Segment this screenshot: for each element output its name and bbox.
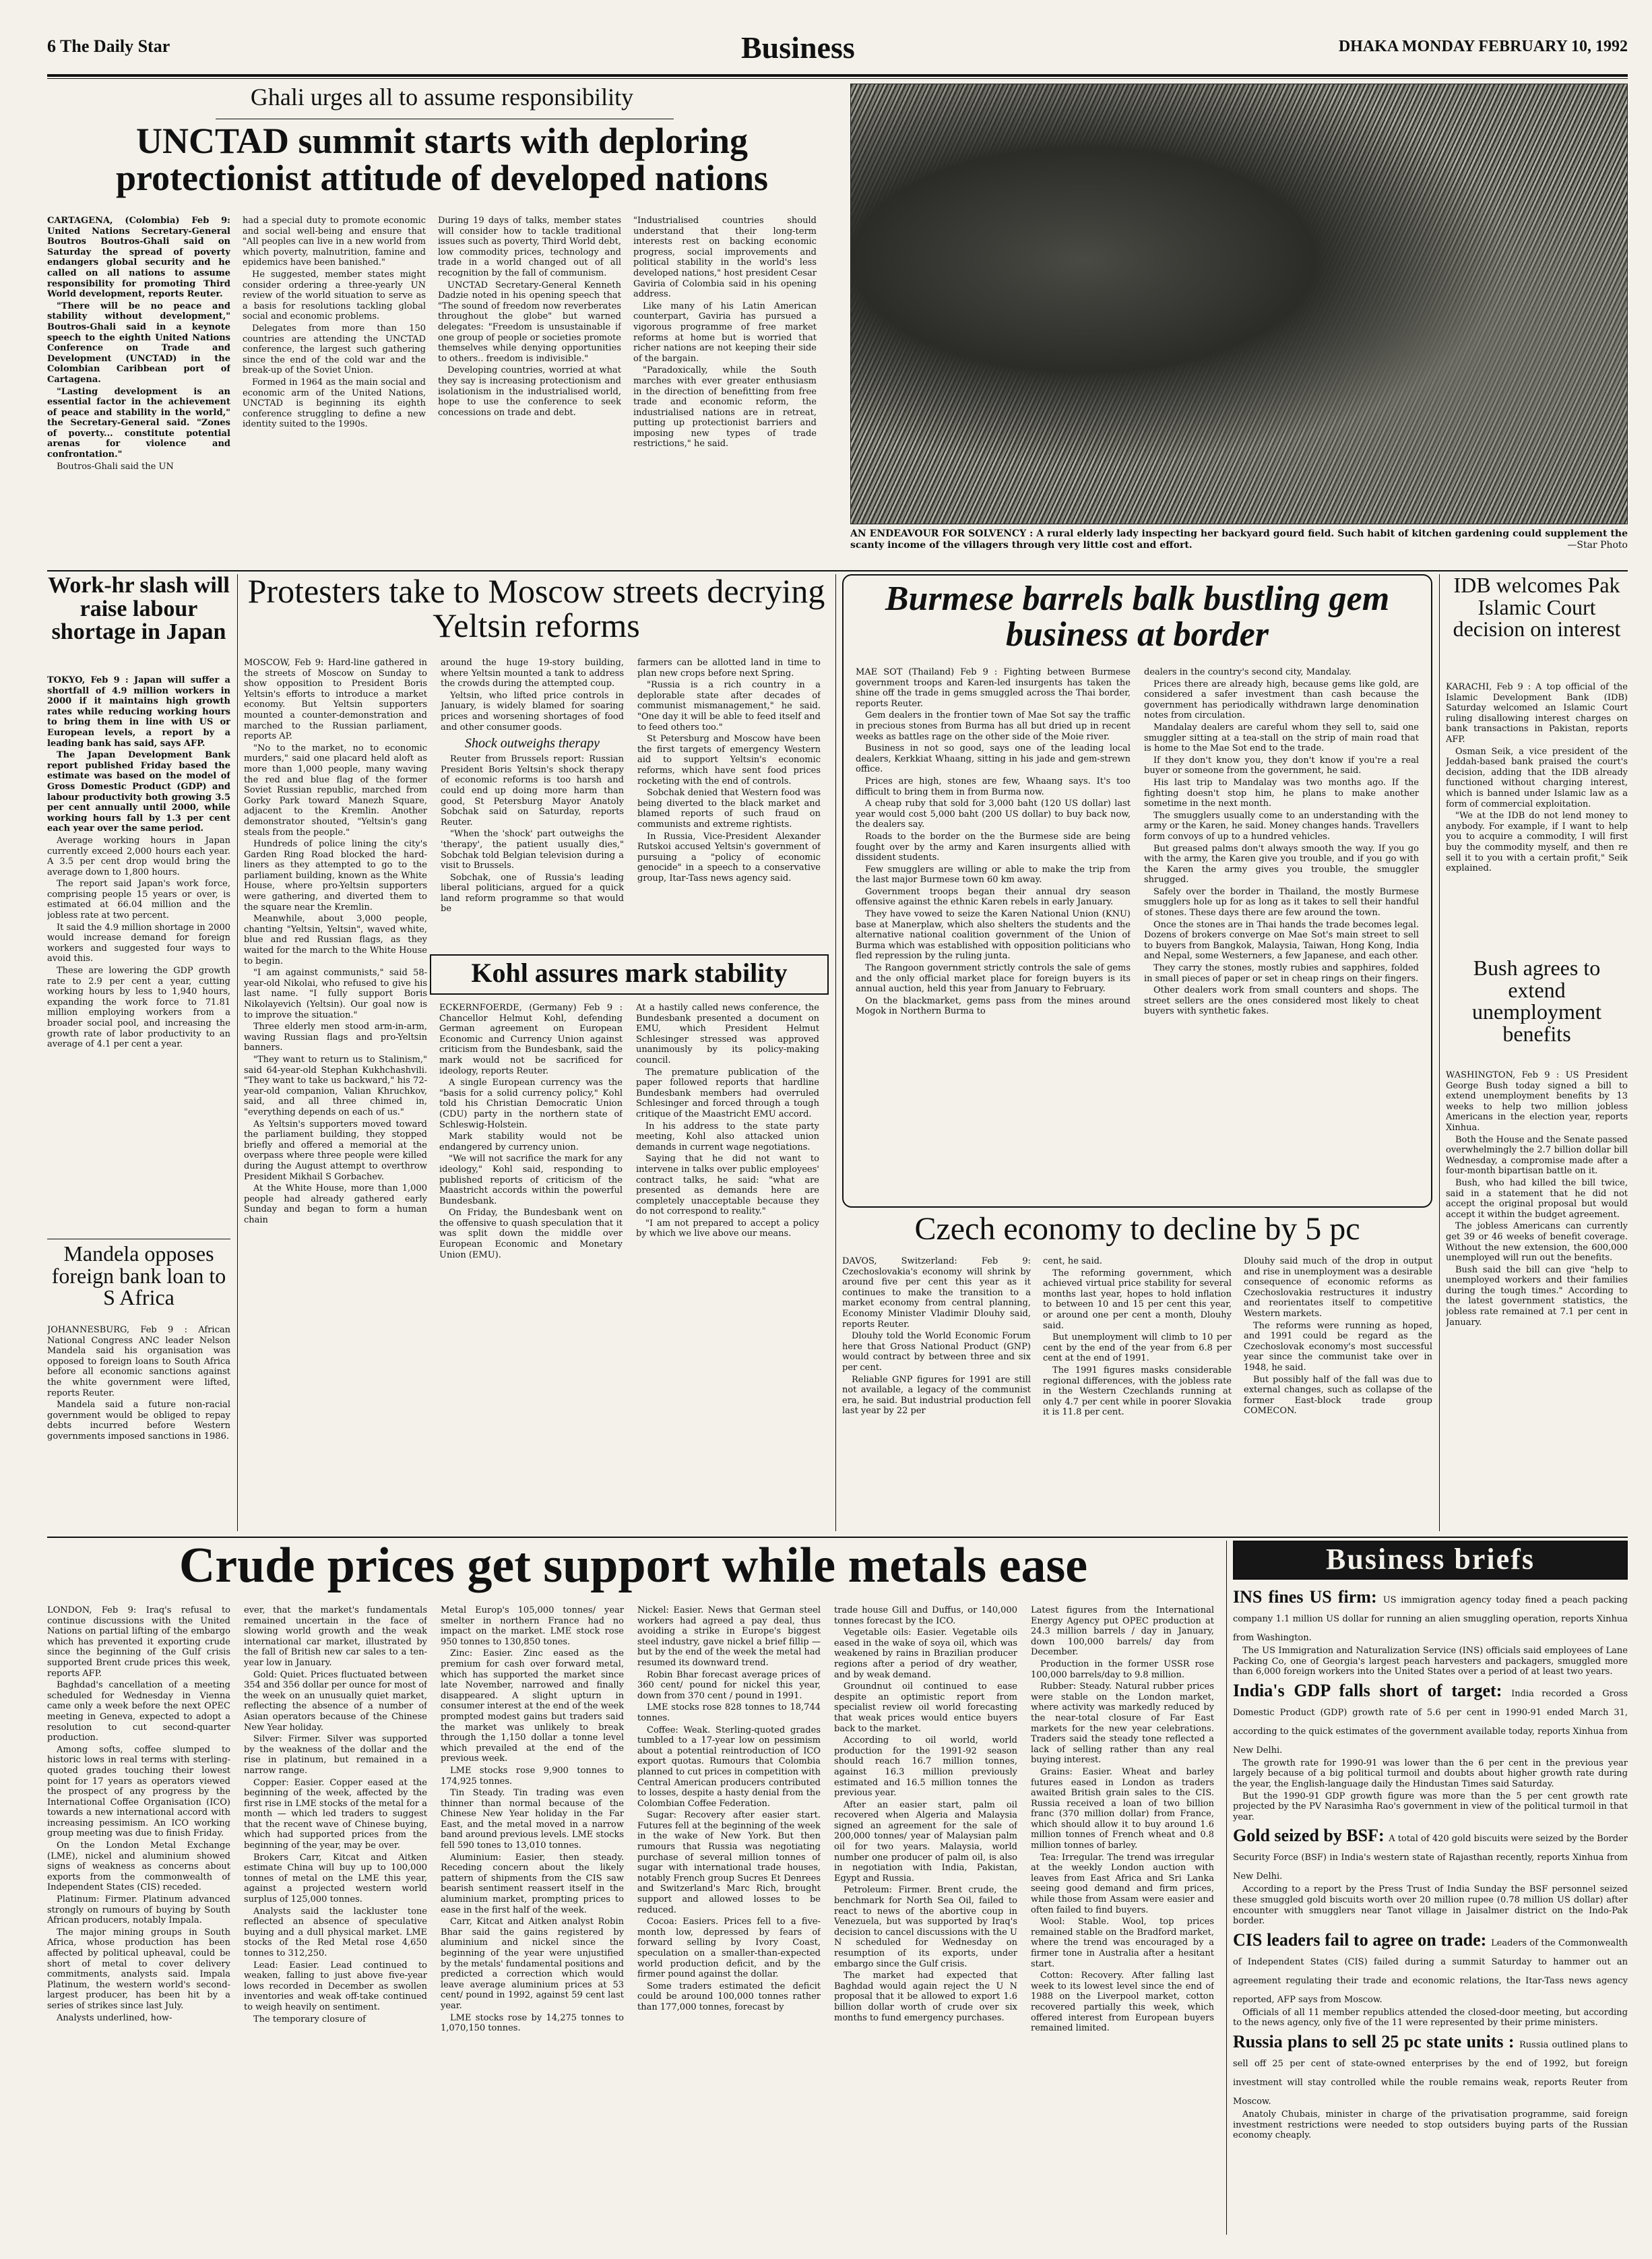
paragraph: Carr, Kitcat and Aitken analyst Robin Bhar said the gains registered by aluminium and nickel since the beginning of the year were unjustified by the metals' fundamental positions and predicted a correction which would leave average aluminium prices at 53 cent/ pound in 1992, against 59 cent last year. (441, 1917, 624, 2011)
unctad-kicker: Ghali urges all to assume responsibility (250, 84, 634, 111)
paragraph: Both the House and the Senate passed overwhelmingly the 2.7 billion dollar bill Wednesday, a compromise made after a four-month bipartisan battle on it. (1446, 1134, 1628, 1177)
paragraph: Tea: Irregular. The trend was irregular at the weekly London auction with leaves from East Africa and Sri Lanka seeing good demand and firm prices, while those from Assam were easier and often failed to find buyers. (1031, 1852, 1214, 1915)
brief-item (1233, 1681, 1628, 1823)
paragraph: "No to the market, no to economic murders," said one placard held aloft as more than 1,000 people, many waving the red and blue flag of the former Soviet Russian republic, marched from Gorky Park toward Manezh Square, adjacent to the Kremlin. Another demonstrator shouted, "Yeltsin's gang steals from the people." (244, 743, 427, 838)
burmese-headline: Burmese barrels balk bustling gem business at border (885, 580, 1390, 654)
paragraph: Aluminium: Easier, then steady. Receding concern about the likely pattern of shipments from the CIS saw bearish sentiment reassert itself in the aluminium market, prompting prices to ease in the first half of the week. (441, 1852, 624, 1915)
unctad-headline: UNCTAD summit starts with deploring protectionist attitude of developed nations (116, 121, 768, 199)
protest-col-3 (637, 658, 821, 954)
paragraph: The major mining groups in South Africa, whose production has been affected by political upheaval, could be short of metal to cover delivery commitments, analysts said. Impala Platinum, the western world's second-largest producer, has been hit by a series of strikes since last July. (47, 1927, 230, 2011)
paragraph: A cheap ruby that sold for 3,000 baht (120 US dollar) last year would cost 5,000 baht (200 US dollar) to buy back now, the dealers say. (856, 799, 1131, 830)
protest-col-1 (244, 658, 427, 1527)
protest-subhead: Shock outweighs therapy (465, 736, 600, 751)
crude-col-2 (244, 1605, 427, 2232)
brief-item (1233, 1826, 1628, 1926)
business-briefs (1233, 1541, 1628, 2235)
czech-col-2 (1043, 1256, 1232, 1528)
idb-article (1446, 574, 1628, 952)
paragraph: "We will not sacrifice the mark for any ideology," Kohl said, responding to published reports of criticism of the Maastricht accords within the powerful Bundesbank. (439, 1154, 623, 1206)
paragraph: Tin Steady. Tin trading was even thinner than normal because of the Chinese New Year holiday in the Far East, and the metal moved in a narrow band around previous levels. LME stocks fell 590 tones to 13,010 tonnes. (441, 1788, 624, 1851)
bush-body (1446, 1070, 1628, 1528)
paragraph: Grains: Easier. Wheat and barley futures eased in London as traders awaited British grain sales to the CIS. Russia received a loan of two billion franc (370 million dollar) from France, which should allow it to buy around 1.6 million tonnes of French wheat and 0.8 million tonnes of barley. (1031, 1766, 1214, 1851)
paragraph: Prices there are already high, because gems like gold, are considered a safer investment than cash because the government has periodically withdrawn large denomination notes from circulation. (1144, 679, 1419, 721)
paragraph: It said the 4.9 million shortage in 2000 would increase demand for foreign workers and suggested four ways to avoid this. (47, 922, 230, 964)
paragraph: But possibly half of the fall was due to external changes, such as collapse of the former East-block trade group COMECON. (1244, 1374, 1432, 1417)
paragraph: On the London Metal Exchange (LME), nickel and aluminium showed signs of weakness as concerns about exports from the commonwealth of Independent States (CIS) receded. (47, 1840, 230, 1893)
paragraph: Officials of all 11 member republics attended the closed-door meeting, but according to the news agency, only five of the 11 were represented by their prime ministers. (1233, 2007, 1628, 2029)
kohl-col-1 (439, 1003, 623, 1528)
paragraph: "I am against communists," said 58-year-old Nikolai, who refused to give his last name. "I fully support Boris Nikolayevich (Yeltsin). Our goal now is to improve the situation." (244, 968, 427, 1020)
paragraph: These are lowering the GDP growth rate to 2.9 per cent a year, cutting working hours by less to 1,940 hours, expanding the work force to 71.81 million employing workers from a broader social pool, and increasing the growth rate of labor productivity to an average of 4.1 per cent a year. (47, 966, 230, 1050)
paragraph: The market had expected that Baghdad would again reject the U N proposal that it be allowed to export 1.6 billion dollar worth of crude over six months to fund emergency purchases. (834, 1971, 1017, 2023)
brief-item (1233, 1588, 1628, 1677)
protest-col-2 (441, 658, 624, 954)
brief-item (1233, 1931, 1628, 2029)
paragraph: DAVOS, Switzerland: Feb 9: Czechoslovakia's economy will shrink by around five per cent this year as it continues to make the transition to a market economy from central planning, Economy Minister Vladimir Dlouhy said, reports Reuter. (842, 1256, 1031, 1330)
paragraph: But greased palms don't always smooth the way. If you go with the army, the Karen give you trouble, and if you go with the Karen the army gives you trouble, the smuggler shrugged. (1144, 843, 1419, 886)
paragraph: But the 1990-91 GDP growth figure was more than the 5 per cent growth rate projected by the PV Narasimha Rao's government in view of the political turmoil in that year. (1233, 1791, 1628, 1822)
paragraph: Mark stability would not be endangered by currency union. (439, 1132, 623, 1152)
paragraph: Bush, who had killed the bill twice, said in a statement that he did not accept the original proposal but would accept it within the budget agreement. (1446, 1177, 1628, 1220)
paragraph: Business in not so good, says one of the leading local dealers, Kerkkiat Whaang, sitting in his jade and gem-strewn office. (856, 743, 1131, 775)
paragraph: In Russia, Vice-President Alexander Rutskoi accused Yeltsin's government of pursuing a "policy of economic genocide" in a speech to a conservative group, Itar-Tass news agency said. (637, 831, 821, 884)
paragraph: Saying that he did not want to intervene in talks over public employees' contract talks, he said: "what are presented as demands here are completely unacceptable because they do not correspond to reality." (636, 1154, 819, 1217)
photo-caption (850, 528, 1628, 562)
paragraph: Coffee: Weak. Sterling-quoted grades tumbled to a 17-year low on pessimism about a potential reintroduction of ICO export quotas. Rumours that Colombia planned to cut prices in competition with Central American producers contributed to losses, despite a hasty denial from the Colombian Coffee Federation. (637, 1725, 821, 1809)
paragraph: At the White House, more than 1,000 people had already gathered early Sunday and began to form a human chain (244, 1183, 427, 1225)
paragraph: If they don't know you, they don't know if you're a real buyer or someone from the government, he said. (1144, 755, 1419, 776)
paragraph: Lead: Easier. Lead continued to weaken, falling to just above five-year lows recorded in December as swollen inventories and weak off-take continued to weigh heavily on sentiment. (244, 1960, 427, 2012)
brief-lead: Leaders of the Commonwealth of Independent States (CIS) failed during a summit Saturday to hammer out an agreement regulating their trade and economic relations, the Itar-Tass news agency reported, AFP says from Moscow. (1233, 1938, 1628, 2005)
paragraph: The smugglers usually come to an understanding with the army or the Karen, he said. Money changes hands. Travellers form convoys of up to a hundred vehicles. (1144, 810, 1419, 842)
gourd-field-photo (850, 84, 1628, 524)
paragraph: Cotton: Recovery. After falling last week to its lowest level since the end of 1988 on the Liverpool market, cotton recovered partially this week, which offered interest from European buyers remained limited. (1031, 1971, 1214, 2034)
crude-col-3 (441, 1605, 624, 2232)
paragraph: Groundnut oil continued to ease despite an optimistic report from specialist review oil world forecasting that weak prices would entice buyers back to the market. (834, 1681, 1017, 1734)
protest-headline: Protesters take to Moscow streets decrying Yeltsin reforms (247, 572, 825, 644)
mandela-article (47, 1243, 230, 1533)
crude-headline: Crude prices get support while metals ease (179, 1538, 1088, 1593)
paragraph: Bush said the bill can give "help to unemployed workers and their families during the tough times." According to the latest government statistics, the jobless rate remained at 7.1 per cent in January. (1446, 1264, 1628, 1328)
photo-credit: —Star Photo (1567, 540, 1628, 551)
caption-text: AN ENDEAVOUR FOR SOLVENCY : A rural elderly lady inspecting her backyard gourd field. Such habit of kitchen gardening could supplement the scanty income of the villagers through very little cost and effort. (850, 528, 1628, 551)
unctad-col-1 (47, 216, 230, 565)
paragraph: Among softs, coffee slumped to historic lows in real terms with sterling-quoted grades touching their lowest point for 17 years as operators viewed the prospect of any progress by the International Coffee Organisation (ICO) towards a new international accord with increasing pessimism. An ICO working group meeting was due to finish Friday. (47, 1744, 230, 1839)
paragraph: They have vowed to seize the Karen National Union (KNU) base at Manerplaw, which also shelters the students and the alternative national coalition government of the Union of Burma which was established with opposition politicians who fled repression by the ruling junta. (856, 909, 1131, 962)
paragraph: At a hastily called news conference, the Bundesbank presented a document on EMU, which President Helmut Schlesinger stressed was approved unanimously by its policy-making council. (636, 1003, 819, 1065)
paragraph: had a special duty to promote economic and social well-being and ensure that "All peoples can live in a new world from which poverty, malnutrition, famine and epidemics have been banished." (243, 216, 426, 268)
paragraph: MOSCOW, Feb 9: Hard-line gathered in the streets of Moscow on Sunday to show opposition to President Boris Yeltsin's efforts to introduce a market economy. But Yeltsin supporters mounted a counter-demonstration and marched to the Russian parliament, reports AP. (244, 658, 427, 742)
czech-col-1 (842, 1256, 1031, 1528)
workhr-body (47, 675, 230, 1239)
paragraph: Yeltsin, who lifted price controls in January, is widely blamed for soaring prices and worsening shortages of food and other consumer goods. (441, 690, 624, 733)
paragraph: In his address to the state party meeting, Kohl also attacked union demands in current wage negotiations. (636, 1121, 819, 1152)
paragraph: Latest figures from the International Energy Agency put OPEC production at 24.3 million barrels / day in January, down 100,000 barrels/ day from December. (1031, 1605, 1214, 1658)
paragraph: The report said Japan's work force, comprising people 15 years or over, is estimated at 66.04 million and the jobless rate at two percent. (47, 879, 230, 921)
burmese-col-2 (1144, 667, 1419, 1204)
masthead (47, 30, 1628, 74)
section-title: Business (741, 30, 855, 65)
paragraph: Sobchak denied that Western food was being diverted to the black market and blamed reports of such fraud on communists and extreme rightists. (637, 788, 821, 830)
paragraph: The growth rate for 1990-91 was lower than the 6 per cent in the previous year largely because of a big political turmoil and doubts about higher growth rate during the year, the English-language daily the Hindustan Times said Saturday. (1233, 1758, 1628, 1789)
brief-lead: US immigration agency today fined a peach packing company 1.1 million US dollar for running an alien smuggling operation, reports Xinhua from Washington. (1233, 1595, 1628, 1643)
bush-article (1446, 957, 1628, 1531)
paragraph: His last trip to Mandalay was two months ago. If the fighting doesn't stop him, he plans to make another sometime in the next month. (1144, 777, 1419, 809)
paragraph: On the blackmarket, gems pass from the mines around Mogok in Northern Burma to (856, 995, 1131, 1017)
kohl-headline: Kohl assures mark stability (471, 958, 788, 988)
brief-title: Gold seized by BSF: (1233, 1826, 1385, 1846)
burmese-article (842, 574, 1432, 1208)
paragraph: The reforms were running as hoped, and 1991 could be regard as the Czechoslovak economy's most successful year since the communist take over in 1948, he said. (1244, 1320, 1432, 1373)
brief-title: Russia plans to sell 25 pc state units : (1233, 2031, 1515, 2051)
paragraph: "Russia is a rich country in a deplorable state after decades of communist mismanagement," he said. "One day it will be able to feed itself and to feed others too." (637, 680, 821, 733)
bush-headline: Bush agrees to extend unemployment benefits (1472, 956, 1601, 1046)
paragraph: dealers in the country's second city, Mandalay. (1144, 667, 1352, 677)
paragraph: Mandalay dealers are careful whom they sell to, said one smuggler sitting at a tea-stall on the strip of main road that is home to the Mae Sot end to the trade. (1144, 722, 1419, 754)
paragraph: As Yeltsin's supporters moved toward the parliament building, they stopped briefly and offered a memorial at the overpass where three people were killed during the August attempt to overthrow President Mikhail S Gorbachev. (244, 1119, 427, 1182)
paragraph: Reuter from Brussels report: Russian President Boris Yeltsin's shock therapy of economic reforms is too harsh and could end up doing more harm than good, St Petersburg Mayor Anatoly Sobchak said on Saturday, reports Reuter. (441, 754, 624, 828)
paragraph: Government troops began their annual dry season offensive against the ethnic Karen rebels in early January. (856, 886, 1131, 908)
unctad-article (47, 82, 837, 567)
czech-article (842, 1213, 1432, 1531)
paragraph: Delegates from more than 150 countries are attending the UNCTAD conference, the largest such gathering since the end of the cold war and the break-up of the Soviet Union. (243, 323, 426, 376)
paragraph: cent, he said. (1043, 1256, 1103, 1266)
paragraph: Vegetable oils: Easier. Vegetable oils eased in the wake of soya oil, which was weakened by rains in Brazilian producer regions after a period of dry weather, and by weak demand. (834, 1628, 1017, 1680)
paragraph: The 1991 figures masks considerable regional differences, with the jobless rate in the Western Czechlands running at only 4.7 per cent while in poorer Slovakia it is 11.8 per cent. (1043, 1365, 1232, 1418)
brief-title: INS fines US firm: (1233, 1587, 1377, 1607)
paragraph: LONDON, Feb 9: Iraq's refusal to continue discussions with the United Nations on partial lifting of the embargo which has prevented it exporting crude since the beginning of the Gulf crisis supported Brent crude prices this week, reports AFP. (47, 1605, 230, 1679)
paragraph: LME stocks rose by 14,275 tonnes to 1,070,150 tonnes. (441, 2012, 624, 2034)
paragraph: LME stocks rose 9,900 tonnes to 174,925 tonnes. (441, 1765, 624, 1787)
workhr-headline: Work-hr slash will raise labour shortage in Japan (48, 573, 230, 645)
paragraph: Three elderly men stood arm-in-arm, waving Russian flags and pro-Yeltsin banners. (244, 1022, 427, 1053)
paragraph: St Petersburg and Moscow have been the first targets of emergency Western aid to support Yeltsin's economic reforms, which have sent food prices rocketing with the end of controls. (637, 734, 821, 786)
paragraph: Meanwhile, about 3,000 people, chanting "Yeltsin, Yeltsin", waved white, blue and red Russian flags, as they waited for the march to the White House to begin. (244, 914, 427, 966)
paragraph: Average working hours in Japan currently exceed 2,000 hours each year. A 3.5 per cent drop would bring the average down to 1,800 hours. (47, 835, 230, 877)
paragraph: around the huge 19-story building, where Yeltsin mounted a tank to address the crowds during the attempted coup. (441, 658, 624, 689)
paragraph: But unemployment will climb to 10 per cent by the end of the year from 6.8 per cent at the end of 1991. (1043, 1332, 1232, 1364)
dateline: DHAKA MONDAY FEBRUARY 10, 1992 (1338, 38, 1628, 55)
briefs-body (1233, 1584, 1628, 2232)
paragraph: UNCTAD Secretary-General Kenneth Dadzie noted in his opening speech that "The sound of freedom now reverberates throughout the globe" but warned delegates: "Freedom is unsustainable if one group of people or societies promote themselves while denying opportunities to others.. freedom is indivisible." (438, 280, 621, 364)
workhr-article (47, 574, 230, 1248)
crude-col-1 (47, 1605, 230, 2232)
brief-lead: Russia outlined plans to sell off 25 per cent of state-owned enterprises by the end of 1992, but foreign investment will stay controlled while the rouble remains weak, reports Reuter from Moscow. (1233, 2039, 1628, 2107)
mandela-body (47, 1325, 230, 1527)
paragraph: Zinc: Easier. Zinc eased as the premium for cash over forward metal, which has supported the market since late November, narrowed and finally disappeared. A slight upturn in consumer interest at the end of the week prompted modest gains but traders said the market was unlikely to break through the 1,150 dollar a tonne level which prevailed at the end of the previous week. (441, 1648, 624, 1764)
unctad-col-2 (243, 216, 426, 565)
paragraph: ECKERNFOERDE, (Germany) Feb 9 : Chancellor Helmut Kohl, defending German agreement on European Economic and Currency Union against criticism from the Bundesbank, said the mark would not be sacrificed for ideology, reports Reuter. (439, 1003, 623, 1076)
paragraph: Robin Bhar forecast average prices of 360 cent/ pound for nickel this year, down from 370 cent / pound in 1991. (637, 1669, 821, 1701)
paragraph: JOHANNESBURG, Feb 9 : African National Congress ANC leader Nelson Mandela said his organisation was opposed to foreign loans to South Africa before all economic sanctions against the white government were lifted, reports Reuter. (47, 1325, 230, 1398)
paragraph: Boutros-Ghali said the UN (57, 461, 174, 472)
paragraph: According to oil world, world production for the 1991-92 season should reach 16.7 million tonnes, against 16.3 million previously estimated and 16.5 million tonnes the previous year. (834, 1735, 1017, 1799)
paragraph: Platinum: Firmer. Platinum advanced strongly on rumours of buying by South African producers, notably Impala. (47, 1894, 230, 1926)
paragraph: Metal Europ's 105,000 tonnes/ year smelter in northern France had no impact on the market. LME stock rose 950 tonnes to 130,850 tones. (441, 1605, 624, 1647)
paragraph: "Industrialised countries should understand that their long-term interests rest on backing economic progress, social improvements and political stability in the world's less developed nations," host president Cesar Gaviria of Colombia said in his opening address. (633, 216, 817, 300)
paragraph: The jobless Americans can currently get 39 or 46 weeks of benefit coverage. Without the new extension, the 600,000 unemployed will run out the benefits. (1446, 1221, 1628, 1264)
paragraph: On Friday, the Bundesbank went on the offensive to quash speculation that it was split down the middle over European Economic and Monetary Union (EMU). (439, 1208, 623, 1260)
paragraph: "I am not prepared to accept a policy by which we live above our means. (636, 1218, 819, 1239)
crude-col-5 (834, 1605, 1017, 2232)
paragraph: Dlouhy told the World Economic Forum here that Gross National Product (GNP) would contract by between three and six per cent. (842, 1331, 1031, 1373)
paragraph: TOKYO, Feb 9 : Japan will suffer a shortfall of 4.9 million workers in 2000 if it maintains high growth rates while reducing working hours to bring them in line with US or European levels, a report by a leading bank has said, says AFP. (47, 675, 230, 749)
paragraph: Gem dealers in the frontier town of Mae Sot say the traffic in precious stones from Burma has all but dried up in recent weeks as battles rage on the other side of the Moie river. (856, 710, 1131, 742)
paragraph: Rubber: Steady. Natural rubber prices were stable on the London market, where activity was markedly reduced by the near-total closure of Far East markets for the new year celebrations. Traders said the steady tone reflected a lack of selling rather than any real buying interest. (1031, 1681, 1214, 1766)
brief-title: CIS leaders fail to agree on trade: (1233, 1929, 1487, 1950)
paragraph: Once the stones are in Thai hands the trade becomes legal. Dozens of brokers converge on Mae Sot's main street to sell to buyers from Bangkok, Malaysia, Taiwan, Hong Kong, India and Nepal, some Westerners, a few Japanese, and each other. (1144, 919, 1419, 962)
paragraph: Analysts underlined, how- (57, 2012, 172, 2023)
paragraph: Copper: Easier. Copper eased at the beginning of the week, affected by the first rise in LME stocks of the metal for a month — which led traders to suggest that the recent wave of Chinese buying, which had supported prices from the beginning of the year, may be over. (244, 1777, 427, 1851)
paragraph: He suggested, member states might consider ordering a three-yearly UN review of the world situation to serve as a basis for resolutions tackling global social and economic problems. (243, 269, 426, 322)
paragraph: Hundreds of police lining the city's Garden Ring Road blocked the hard-liners as they attempted to go to the parliament building, known as the White House, where pro-Yeltsin supporters were gathering, and diverted them to the square near the Kremlin. (244, 839, 427, 912)
paragraph: "We at the IDB do not lend money to anybody. For example, if I want to help you to acquire a commodity, I will first buy the commodity myself, and then re sell it to you with a certain profit," Seik explained. (1446, 811, 1628, 874)
paragraph: The Japan Development Bank report published Friday based the estimate was based on the model of Gross Domestic Product (GDP) and labour productivity both growing 3.5 per cent annually until 2000, while working hours fall by 1.3 per cent each year over the same period. (47, 750, 230, 834)
paragraph: Sobchak, one of Russia's leading liberal politicians, argued for a quick land reform programme so that would be (441, 872, 624, 915)
paragraph: Brokers Carr, Kitcat and Aitken estimate China will buy up to 100,000 tonnes of metal on the LME this year, against a projected western world surplus of 125,000 tonnes. (244, 1852, 427, 1905)
paragraph: Few smugglers are willing or able to make the trip from the last major Burmese town 60 km away. (856, 864, 1131, 886)
paragraph: MAE SOT (Thailand) Feb 9 : Fighting between Burmese government troops and Karen-led insurgents has taken the shine off the trade in gems smuggled across the Thai border, reports Reuter. (856, 667, 1131, 709)
paragraph: Reliable GNP figures for 1991 are still not available, a legacy of the communist era, he said. But industrial production fell last year by 22 per (842, 1374, 1031, 1417)
paragraph: Other dealers work from small counters and shops. The street sellers are the ones considered most likely to cheat buyers with synthetic fakes. (1144, 985, 1419, 1017)
paragraph: Sugar: Recovery after easier start. Futures fell at the beginning of the week in the wake of New York. But then rumours that Russia was negotiating purchase of several million tonnes of sugar with international trade houses, notably French group Sucres Et Denrees and Switzerland's Marc Rich, brought support and allowed losses to be reduced. (637, 1810, 821, 1915)
paragraph: Silver: Firmer. Silver was supported by the weakness of the dollar and the rise in platinum, but remained in a narrow range. (244, 1734, 427, 1776)
paragraph: Nickel: Easier. News that German steel workers had agreed a pay deal, thus avoiding a strike in Europe's biggest steel industry, gave nickel a brief fillip — but by the end of the week the metal had resumed its downward trend. (637, 1605, 821, 1668)
czech-headline: Czech economy to decline by 5 pc (914, 1211, 1360, 1247)
paragraph: The US Immigration and Naturalization Service (INS) officials said employees of Lane Packing Co, one of Georgia's largest peach harvesters and packagers, smuggled more than 6,000 foreign workers into the United States over a period of at least two years. (1233, 1646, 1628, 1677)
paragraph: After an easier start, palm oil recovered when Algeria and Malaysia signed an agreement for the sale of 200,000 tonnes/ year of Malaysian palm oil for two years. Malaysia, world number one producer of palm oil, is also in negotiation with India, Pakistan, Egypt and Russia. (834, 1799, 1017, 1884)
idb-headline: IDB welcomes Pak Islamic Court decision on interest (1453, 573, 1621, 642)
masthead-rule (47, 74, 1628, 77)
unctad-col-3 (438, 216, 621, 565)
crude-col-4 (637, 1605, 821, 2232)
paragraph: Formed in 1964 as the main social and economic arm of the United Nations, UNCTAD is beginning its eighth conference struggling to define a new identity suited to the 1990s. (243, 377, 426, 430)
brief-title: India's GDP falls short of target: (1233, 1680, 1502, 1700)
kohl-col-2 (636, 1003, 819, 1528)
paragraph: The temporary closure of (253, 2014, 366, 2024)
paragraph: Cocoa: Easiers. Prices fell to a five-month low, depressed by fears of forward selling by Ivory Coast, speculation on a smaller-than-expected world production deficit, and by the firmer pound against the dollar. (637, 1917, 821, 1980)
paragraph: WASHINGTON, Feb 9 : US President George Bush today signed a bill to extend unemployment benefits by 13 weeks to help two million jobless Americans in the election year, reports Xinhua. (1446, 1070, 1628, 1133)
paragraph: "Paradoxically, while the South marches with ever greater enthusiasm in the direction of benefitting from free trade and economic reform, the industrialised nations are in retreat, putting up protectionist barriers and imposing new types of trade restrictions," he said. (633, 365, 817, 450)
paragraph: Wool: Stable. Wool, top prices remained stable on the Bradford market, where the trend was encouraged by a firmer tone in Australia after a hesitant start. (1031, 1917, 1214, 1969)
paragraph: Developing countries, worried at what they say is increasing protectionism and isolationism in the industrialised world, hope to use the conference to seek concessions on trade and debt. (438, 365, 621, 418)
unctad-col-4 (633, 216, 817, 565)
paragraph: Petroleum: Firmer. Brent crude, the benchmark for North Sea Oil, failed to react to news of the abortive coup in Venezuela, but was supported by Iraq's decision to cancel discussions with the U N scheduled for Wednesday on resumption of its exports, under embargo since the Gulf crisis. (834, 1885, 1017, 1969)
paragraph: Baghdad's cancellation of a meeting scheduled for Wednesday in Vienna came only a week before the next OPEC meeting in Geneva, expected to adopt a resolution to cut second-quarter production. (47, 1680, 230, 1743)
brief-lead: India recorded a Gross Domestic Product (GDP) growth rate of 5.6 per cent in 1990-91 ended March 31, according to the quick estimates of the government available today, reports Xinhua from New Delhi. (1233, 1688, 1628, 1756)
paragraph: Prices are high, stones are few, Whaang says. It's too difficult to bring them in from Burma now. (856, 776, 1131, 797)
paragraph: "When the 'shock' part outweighs the 'therapy', the patient usually dies," Sobchak told Belgian television during a visit to Brussels. (441, 829, 624, 871)
paragraph: Analysts said the lackluster tone reflected an absence of speculative buying and a dull physical market. LME stocks of the Red Metal rose 4,650 tonnes to 312,250. (244, 1906, 427, 1958)
paragraph: The reforming government, which achieved virtual price stability for several months last year, hopes to hold inflation to between 10 and 15 per cent this year, or around one per cent a month, Dlouhy said. (1043, 1268, 1232, 1331)
czech-col-3 (1244, 1256, 1432, 1528)
briefs-banner-text: Business briefs (1326, 1543, 1535, 1576)
burmese-col-1 (856, 667, 1131, 1204)
paragraph: The premature publication of the paper followed reports that hardline Bundesbank members had overruled Schlesinger and forced through a tough critique of the Maastricht EMU accord. (636, 1067, 819, 1119)
page-label: 6 The Daily Star (47, 36, 170, 56)
idb-body (1446, 682, 1628, 949)
paragraph: They carry the stones, mostly rubies and sapphires, folded in small pieces of paper or set in cheap rings on their fingers. (1144, 963, 1419, 984)
paragraph: During 19 days of talks, member states will consider how to tackle traditional issues such as poverty, Third World debt, low commodity prices, technology and trade in a world changed out of all recognition by the fall of communism. (438, 216, 621, 278)
brief-item (1233, 2033, 1628, 2141)
paragraph: Roads to the border on the the Burmese side are being fought over by the army and Karen insurgents allied with dissident students. (856, 831, 1131, 863)
kohl-article (430, 954, 829, 1531)
crude-article (47, 1538, 1219, 2235)
paragraph: Mandela said a future non-racial government would be obliged to repay debts incurred before Western governments imposed sanctions in 1986. (47, 1400, 230, 1442)
paragraph: CARTAGENA, (Colombia) Feb 9: United Nations Secretary-General Boutros Boutros-Ghali said on Saturday the spread of poverty endangers global security and he called on all nations to assume responsibility for promoting Third World development, reports Reuter. (47, 216, 230, 300)
paragraph: The Rangoon government strictly controls the sale of gems and the only official market place for foreign buyers is its annual auction, held this year from January to February. (856, 963, 1131, 995)
paragraph: ever, that the market's fundamentals remained uncertain in the face of slowing world growth and the weak international car market, illustrated by the fall of British new car sales to a ten-year low in January. (244, 1605, 427, 1668)
paragraph: Some traders estimated the deficit could be around 100,000 tonnes rather than 177,000 tonnes, forecast by (637, 1981, 821, 2012)
paragraph: According to a report by the Press Trust of India Sunday the BSF personnel seized these smuggled gold biscuits worth over 20 million rupee (0.78 million US dollar) after encounter with smugglers near Tanot village in Jaisalmer district on the Indo-Pak border. (1233, 1884, 1628, 1927)
crude-col-6 (1031, 1605, 1214, 2232)
paragraph: Dlouhy said much of the drop in output and rise in unemployment was a desirable consequence of economic reforms as Czechoslovakia restructures it industry and reorientates itself to competitive Western markets. (1244, 1256, 1432, 1319)
mandela-headline: Mandela opposes foreign bank loan to S Africa (51, 1241, 226, 1310)
paragraph: trade house Gill and Duffus, or 140,000 tonnes forecast by the ICO. (834, 1605, 1017, 1626)
paragraph: KARACHI, Feb 9 : A top official of the Islamic Development Bank (IDB) Saturday welcomed an Islamic Court ruling disallowing interest charges on bank transactions in Pakistan, reports AFP. (1446, 682, 1628, 745)
paragraph: "Lasting development is an essential factor in the achievement of peace and stability in the world," the Secretary-General said. "Zones of poverty... constitute potential arenas for violence and confrontation." (47, 386, 230, 460)
paragraph: Anatoly Chubais, minister in charge of the privatisation programme, said foreign investment restrictions were needed to stop outsiders buying parts of the Russian economy cheaply. (1233, 2109, 1628, 2141)
paragraph: "There will be no peace and stability without development," Boutros-Ghali said in a keynote speech to the eighth United Nations Conference on Trade and Development (UNCTAD) in the Colombian Caribbean port of Cartagena. (47, 301, 230, 385)
paragraph: farmers can be allotted land in time to plan new crops before next Spring. (637, 658, 821, 679)
paragraph: A single European currency was the "basis for a solid currency policy," Kohl told his Christian Democratic Union (CDU) party in the northern state of Schleswig-Holstein. (439, 1078, 623, 1130)
paragraph: Safely over the border in Thailand, the mostly Burmese smugglers hole up for as long as it takes to sell their handful of stones. These days there are few around the town. (1144, 886, 1419, 919)
paragraph: Gold: Quiet. Prices fluctuated between 354 and 356 dollar per ounce for most of the week on an unusually quiet market, reflecting the absence of a number of Asian operators because of the Chinese New Year holiday. (244, 1669, 427, 1733)
paragraph: Like many of his Latin American counterpart, Gaviria has pursued a vigorous programme of free market reforms at home but is worried that richer nations are not keeping their side of the bargain. (633, 301, 817, 364)
paragraph: "They want to return us to Stalinism," said 64-year-old Stephan Kukhchashvili. "They want to take us backward," his 72-year-old companion, Valian Khruchkov, said, and all three chimed in, "everything depends on each of us." (244, 1054, 427, 1117)
paragraph: Production in the former USSR rose 100,000 barrels/day to 9.8 million. (1031, 1659, 1214, 1680)
brief-lead: A total of 420 gold biscuits were seized by the Border Security Force (BSF) in India's western state of Rajasthan recently, reports Xinhua from New Delhi. (1233, 1834, 1628, 1882)
paragraph: LME stocks rose 828 tonnes to 18,744 tonnes. (637, 1702, 821, 1723)
paragraph: Osman Seik, a vice president of the Jeddah-based bank praised the court's decision, adding that the IDB already functioned without charging interest, which is banned under Islamic law as a form of commercial exploitation. (1446, 746, 1628, 809)
